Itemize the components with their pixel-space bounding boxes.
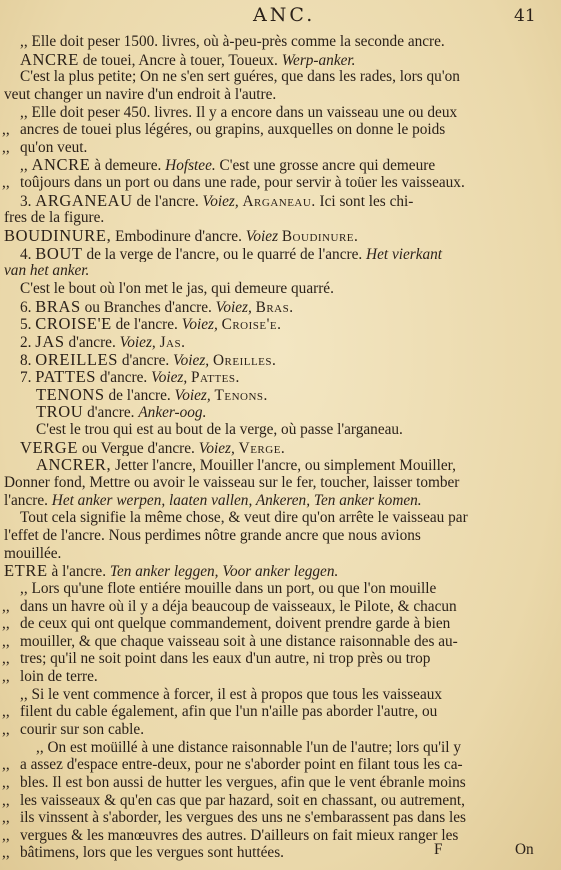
text-line <box>0 615 561 633</box>
line-text <box>4 474 459 492</box>
text-run: ,, Elle doit peser 450. livres. Il y a encore dans un vaisseau une ou deux <box>20 103 458 121</box>
text-line <box>0 492 561 510</box>
text-line <box>0 421 561 439</box>
text-line <box>0 86 561 104</box>
text-line <box>0 580 561 598</box>
dutch-term: Voiez, <box>215 298 252 316</box>
entry-headword: ANCRE <box>20 50 79 69</box>
entry-headword: BOUT <box>35 244 83 263</box>
text-run: ,, Lors qu'une flote entiére mouille dans un port, ou que l'on mouille <box>20 579 437 597</box>
text-line <box>0 756 561 774</box>
line-text <box>20 650 430 668</box>
text-line <box>0 174 561 192</box>
cross-reference: Oreilles. <box>212 351 277 369</box>
text-line <box>0 68 561 86</box>
quote-mark: ,, <box>2 773 10 791</box>
entry-headword: TENONS <box>36 385 105 404</box>
text-run: 7. <box>20 369 36 386</box>
line-text <box>20 315 281 333</box>
quote-mark: ,, <box>2 826 10 844</box>
quote-mark: ,, <box>2 650 10 668</box>
line-text <box>20 139 87 157</box>
text-line <box>0 474 561 492</box>
text-line <box>0 245 561 263</box>
text-run: C'est la plus petite; On ne s'en sert guéres, que dans les rades, lors qu'on <box>20 68 460 86</box>
line-text <box>36 421 403 439</box>
signature-mark: F <box>434 841 443 858</box>
text-line <box>0 386 561 404</box>
text-run: à l'ancre. <box>47 563 110 580</box>
dutch-term: Voiez, <box>198 439 235 457</box>
line-text <box>20 756 463 774</box>
dutch-term: Voiez, <box>119 333 156 351</box>
entry-headword: ANCRER, <box>36 456 112 475</box>
entry-headword: ARGANEAU <box>35 191 133 210</box>
quote-mark: ,, <box>2 138 10 156</box>
body-text <box>0 33 561 862</box>
line-text <box>4 227 358 245</box>
line-text <box>20 598 457 616</box>
text-run: bles. Il est bon aussi de hutter les vergues, afin que le vent ébranle moins <box>20 773 466 791</box>
text-run: ,, Elle doit peser 1500. livres, où à-peu-près comme la seconde ancre. <box>20 33 445 50</box>
quote-mark: ,, <box>2 632 10 650</box>
text-line <box>0 51 561 69</box>
text-run: de touei, Ancre à touer, Toueux. <box>78 51 282 69</box>
text-line <box>0 368 561 386</box>
entry-headword: ETRE <box>4 562 48 580</box>
text-run: fres de la figure. <box>4 209 105 227</box>
cross-reference: Boudinure. <box>281 228 359 245</box>
quote-mark: ,, <box>2 668 10 686</box>
line-text <box>4 545 61 563</box>
line-text <box>20 351 276 369</box>
text-line <box>0 633 561 651</box>
entry-headword: BOUDINURE, <box>4 227 112 245</box>
text-run: Jetter l'ancre, Mouiller l'ancre, ou simplement Mouiller, <box>111 457 456 475</box>
text-line <box>0 227 561 245</box>
text-line <box>0 33 561 51</box>
dutch-term: Hofstee. <box>165 157 216 175</box>
entry-headword: TROU <box>36 403 84 422</box>
line-text <box>20 509 468 527</box>
text-run: ,, <box>20 157 32 175</box>
text-line <box>0 192 561 210</box>
quote-mark: ,, <box>2 703 10 721</box>
text-run: veut changer un navire d'un endroit à l'autre. <box>4 85 277 103</box>
text-run: ils vinssent à s'aborder, les vergues des uns ne s'embarassent pas dans les <box>20 809 467 827</box>
text-run: qu'on veut. <box>20 138 88 156</box>
page-number: 41 <box>514 6 536 26</box>
line-text <box>4 209 104 227</box>
line-text <box>20 368 240 386</box>
text-line <box>0 403 561 421</box>
line-text <box>20 104 457 122</box>
text-run: C'est une grosse ancre qui demeure <box>215 157 436 175</box>
dutch-term: Het anker werpen, laaten vallen, Ankeren, Ten anker komen. <box>51 491 422 509</box>
quote-mark: ,, <box>2 615 10 633</box>
entry-headword: VERGE <box>20 438 78 457</box>
text-run: à demeure. <box>90 157 166 175</box>
catchword: On <box>515 841 534 858</box>
line-text <box>20 245 442 263</box>
text-line <box>0 562 561 580</box>
dutch-term: van het anker. <box>4 262 90 280</box>
text-line <box>0 545 561 563</box>
cross-reference: Arganeau. <box>242 192 316 210</box>
cross-reference: Jas. <box>159 333 186 351</box>
line-text <box>20 298 294 316</box>
text-line <box>0 333 561 351</box>
dutch-term: Voiez, <box>181 316 218 333</box>
dutch-term: Voiez, <box>151 369 188 386</box>
line-text <box>20 68 460 86</box>
dutch-term: Het vierkant <box>366 245 443 263</box>
line-text <box>20 668 98 686</box>
text-run: bâtimens, lors que les vergues sont huttées. <box>20 844 284 862</box>
text-run: ou Branches d'ancre. <box>80 298 216 316</box>
text-line <box>0 686 561 704</box>
text-run: 6. <box>20 298 36 316</box>
running-header <box>0 4 561 26</box>
entry-headword: OREILLES <box>35 350 119 369</box>
text-run: d'ancre. <box>118 351 174 369</box>
line-text <box>4 492 422 510</box>
text-line <box>0 280 561 298</box>
cross-reference: Croise'e. <box>221 316 282 333</box>
line-text <box>20 703 437 721</box>
text-run: d'ancre. <box>96 369 152 386</box>
quote-mark: ,, <box>2 791 10 809</box>
quote-mark: ,, <box>2 174 10 192</box>
text-line <box>0 774 561 792</box>
text-line <box>0 139 561 157</box>
text-run: d'ancre. <box>64 333 120 351</box>
text-run: C'est le bout où l'on met le jas, qui demeure quarré. <box>20 279 334 297</box>
line-text <box>20 192 413 210</box>
line-text <box>20 615 450 633</box>
line-text <box>20 51 355 69</box>
text-line <box>0 668 561 686</box>
cross-reference: Pattes. <box>191 369 240 386</box>
line-text <box>36 403 206 421</box>
dutch-term: Voiez, <box>174 386 211 404</box>
text-run: filent du cable également, afin que l'un n'aille pas aborder l'autre, ou <box>20 703 438 721</box>
line-text <box>20 156 435 174</box>
text-line <box>0 703 561 721</box>
line-text <box>36 456 456 474</box>
text-line <box>0 104 561 122</box>
line-text <box>20 580 436 598</box>
text-run: l'ancre. <box>4 491 52 509</box>
text-run: l'effet de l'ancre. Nous perdimes nôtre grande ancre que nous avions <box>4 526 421 544</box>
text-run: courir sur son cable. <box>20 720 145 738</box>
text-line <box>0 527 561 545</box>
text-line <box>0 598 561 616</box>
entry-headword: CROISE'E <box>35 315 112 333</box>
text-run: de l'ancre. <box>111 316 182 333</box>
text-run: Donner fond, Mettre ou avoir le vaisseau sur le fer, toucher, laisser tomber <box>4 474 460 492</box>
text-run: de la verge de l'ancre, ou le quarré de l'ancre. <box>82 245 367 263</box>
text-line <box>0 156 561 174</box>
quote-mark: ,, <box>2 756 10 774</box>
dutch-term: Werp-anker. <box>281 51 356 69</box>
text-line <box>0 456 561 474</box>
text-line <box>0 351 561 369</box>
line-text <box>20 121 445 139</box>
dutch-term: Voiez <box>245 228 279 245</box>
text-run: de l'ancre. <box>132 192 203 210</box>
text-line <box>0 809 561 827</box>
line-text <box>4 262 89 280</box>
text-run: 2. <box>20 333 36 351</box>
page-footer <box>0 841 561 863</box>
text-run: ancres de touei plus légéres, ou grapins, auxquelles on donne le poids <box>20 121 446 139</box>
text-line <box>0 262 561 280</box>
text-run: ou Vergue d'ancre. <box>78 439 199 457</box>
text-line <box>0 439 561 457</box>
line-text <box>4 562 338 580</box>
text-run: Ici sont les chi- <box>315 192 414 210</box>
line-text <box>20 792 465 810</box>
line-text <box>20 633 458 651</box>
text-run: dans un havre où il y a déja beaucoup de vaisseaux, le Pilote, & chacun <box>20 597 457 615</box>
line-text <box>20 686 442 704</box>
entry-headword: ANCRE <box>31 156 91 175</box>
line-text <box>20 33 445 51</box>
line-text <box>20 333 185 351</box>
quote-mark: ,, <box>2 597 10 615</box>
quote-mark: ,, <box>2 844 10 862</box>
text-line <box>0 509 561 527</box>
text-line <box>0 792 561 810</box>
text-run: Tout cela signifie la même chose, & veut dire qu'on arrête le vaisseau par <box>20 509 468 527</box>
text-run: 8. <box>20 351 36 369</box>
quote-mark: ,, <box>2 809 10 827</box>
running-title: ANC. <box>253 4 316 26</box>
text-run: a assez d'espace entre-deux, pour ne s'aborder point en filant tous les ca- <box>20 756 463 774</box>
cross-reference: Tenons. <box>214 386 268 404</box>
dutch-term: Voiez, <box>173 351 210 369</box>
entry-headword: PATTES <box>35 368 97 386</box>
text-line <box>0 298 561 316</box>
text-run: vergues & les manœuvres des autres. D'ailleurs on fait mieux ranger les <box>20 826 459 844</box>
text-run: Embodinure d'ancre. <box>111 228 246 245</box>
entry-headword: JAS <box>35 332 65 351</box>
text-run: tres; qu'il ne soit point dans les eaux d'un autre, ni trop près ou trop <box>20 650 431 668</box>
text-run: C'est le trou qui est au bout de la verge, où passe l'arganeau. <box>36 421 403 439</box>
line-text <box>20 721 144 739</box>
text-line <box>0 121 561 139</box>
cross-reference: Bras. <box>255 298 294 316</box>
dutch-term: Ten anker leggen, Voor anker leggen. <box>109 563 339 580</box>
line-text <box>36 739 461 757</box>
text-run: mouillée. <box>4 544 62 562</box>
line-text <box>20 809 466 827</box>
line-text <box>20 774 466 792</box>
text-run: 4. <box>20 245 36 263</box>
text-run: loin de terre. <box>20 668 98 686</box>
text-line <box>0 650 561 668</box>
line-text <box>20 439 285 457</box>
text-run: 3. <box>20 192 36 210</box>
cross-reference: Verge. <box>238 439 286 457</box>
dutch-term: Voiez, <box>202 192 239 210</box>
text-line <box>0 739 561 757</box>
text-run: les vaisseaux & qu'en cas que par hazard, soit en chassant, ou autrement, <box>20 791 465 809</box>
quote-mark: ,, <box>2 121 10 139</box>
text-run: 5. <box>20 316 36 333</box>
text-line <box>0 209 561 227</box>
line-text <box>20 280 334 298</box>
dutch-term: Anker-oog. <box>138 404 207 422</box>
entry-headword: BRAS <box>35 297 81 316</box>
line-text <box>4 86 276 104</box>
line-text <box>36 386 268 404</box>
text-run: ,, On est moüillé à une distance raisonnable l'un de l'autre; lors qu'il y <box>36 738 462 756</box>
text-run: ,, Si le vent commence à forcer, il est à propos que tous les vaisseaux <box>20 685 443 703</box>
quote-mark: ,, <box>2 720 10 738</box>
text-run: d'ancre. <box>83 404 139 422</box>
text-run: de l'ancre. <box>104 386 175 404</box>
text-run: mouiller, & que chaque vaisseau soit à une distance raisonnable des au- <box>20 632 458 650</box>
line-text <box>20 174 465 192</box>
line-text <box>4 527 421 545</box>
text-run: de ceux qui ont quelque commandement, doivent prendre garde à bien <box>20 615 451 633</box>
text-run: toûjours dans un port ou dans une rade, pour servir à toüer les vaisseaux. <box>20 174 465 192</box>
text-line <box>0 315 561 333</box>
text-line <box>0 721 561 739</box>
